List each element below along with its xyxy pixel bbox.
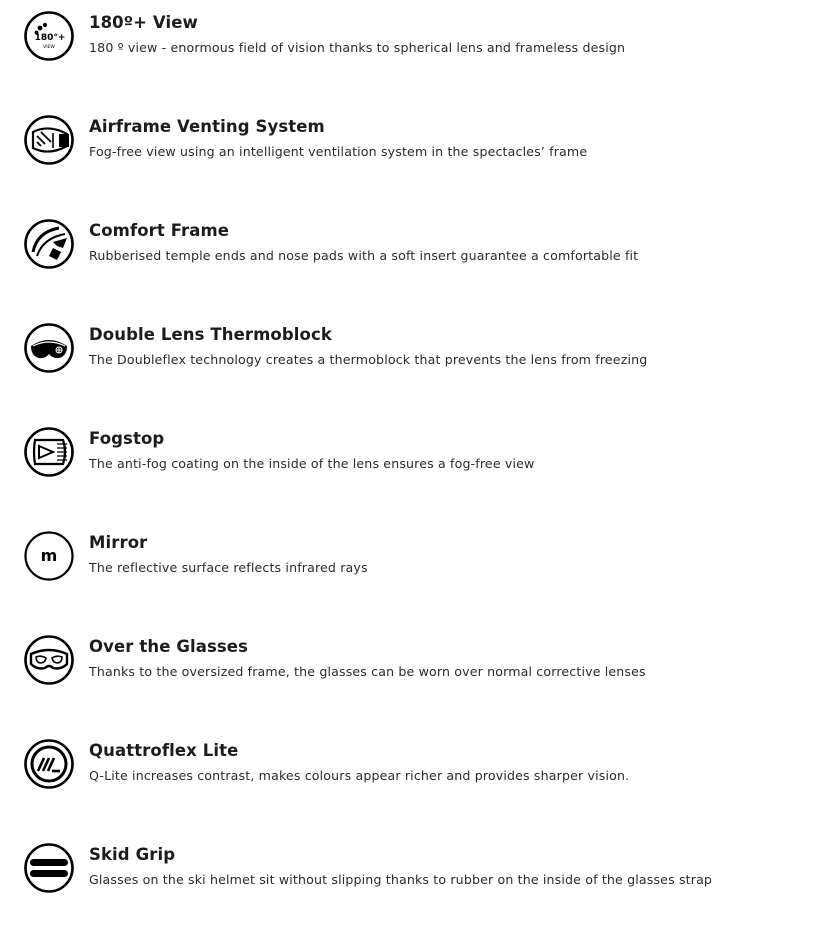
- feature-item-over-the-glasses: [0, 624, 829, 684]
- feature-item-airframe-venting: [0, 104, 829, 164]
- feature-description: Q-Lite increases contrast, makes colours appear richer and provides sharper vision.: [89, 768, 630, 783]
- feature-title: Double Lens Thermoblock: [89, 325, 332, 344]
- feature-title: 180º+ View: [89, 13, 198, 32]
- icon-180-label: 180°+: [34, 33, 66, 43]
- over-the-glasses-icon: [23, 634, 75, 686]
- skid-grip-icon: [23, 842, 75, 894]
- feature-description: Glasses on the ski helmet sit without slipping thanks to rubber on the inside of the glasses strap: [89, 872, 713, 887]
- feature-description: The anti-fog coating on the inside of the lens ensures a fog-free view: [89, 456, 535, 471]
- feature-item-comfort-frame: [0, 208, 829, 268]
- feature-description: The Doubleflex technology creates a thermoblock that prevents the lens from freezing: [89, 352, 648, 367]
- airframe-venting-icon: [23, 114, 75, 166]
- feature-description: The reflective surface reflects infrared rays: [89, 560, 368, 575]
- feature-item-mirror: [0, 520, 829, 580]
- icon-mirror-letter: m: [40, 546, 58, 565]
- feature-item-double-lens-thermoblock: [0, 312, 829, 372]
- feature-title: Quattroflex Lite: [89, 741, 239, 760]
- feature-description: Thanks to the oversized frame, the glasses can be worn over normal corrective lenses: [89, 664, 646, 679]
- feature-title: Mirror: [89, 533, 148, 552]
- feature-item-quattroflex-lite: [0, 728, 829, 788]
- comfort-frame-icon: [23, 218, 75, 270]
- feature-title: Skid Grip: [89, 845, 176, 864]
- mirror-icon: [23, 530, 75, 582]
- feature-description: Rubberised temple ends and nose pads with a soft insert guarantee a comfortable fit: [89, 248, 639, 263]
- feature-title: Fogstop: [89, 429, 165, 448]
- feature-item-fogstop: [0, 416, 829, 476]
- feature-description: Fog-free view using an intelligent ventilation system in the spectacles’ frame: [89, 144, 588, 159]
- feature-title: Airframe Venting System: [89, 117, 325, 136]
- feature-title: Over the Glasses: [89, 637, 249, 656]
- fogstop-icon: [23, 426, 75, 478]
- 180-view-icon: [23, 10, 75, 62]
- quattroflex-lite-icon: [23, 738, 75, 790]
- feature-title: Comfort Frame: [89, 221, 230, 240]
- feature-item-skid-grip: [0, 832, 829, 892]
- feature-description: 180 º view - enormous field of vision thanks to spherical lens and frameless design: [89, 40, 626, 55]
- feature-item-180-view: [0, 0, 829, 60]
- icon-view-label: VIEW: [43, 45, 55, 50]
- double-lens-thermoblock-icon: [23, 322, 75, 374]
